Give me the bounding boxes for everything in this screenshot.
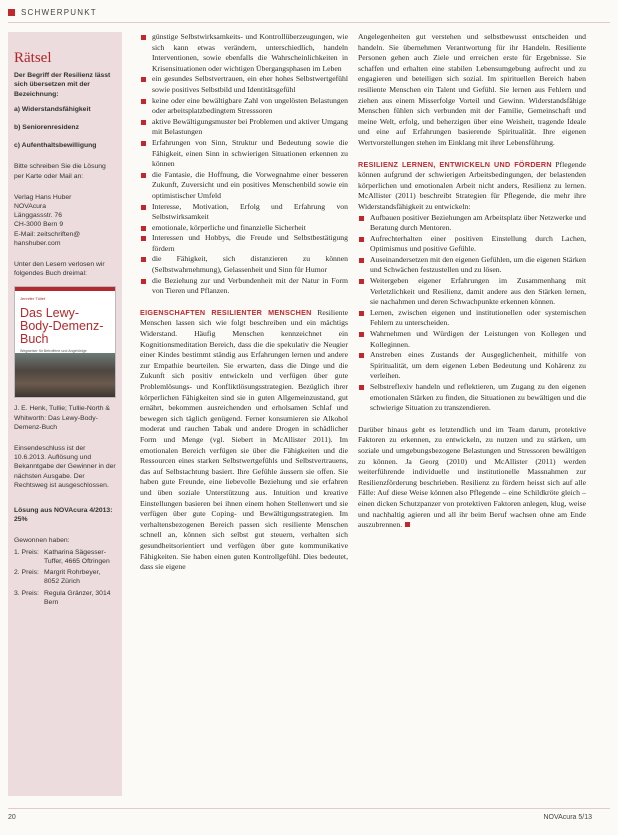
winner-row [14,589,116,607]
article-section [358,160,586,213]
list-item: die Fantasie, die Hoffnung, die Vorwegnahme einer besseren Zukunft, Zuversicht und ein positives Menschenbild sowie ein optimistischer Umfeld [140,170,348,202]
quiz-sidebar [8,32,122,796]
list-item: emotionale, körperliche und finanzielle Sicherheit [140,223,348,234]
list-item: die Fähigkeit, sich distanzieren zu können (Selbstwahrnehmung), Gelassenheit und Sinn für Humor [140,254,348,275]
book-cover-title: Das Lewy-Body-Demenz-Buch [20,305,104,346]
winner-place: 2. Preis: [14,569,39,577]
winner-place: 1. Preis: [14,548,39,556]
winners-title: Gewonnen haben: [14,537,70,545]
list-item: Weitergeben eigener Erfahrungen im Zusammenhang mit Verletzlichkeit und Resilienz, damit andere aus den Stärken lernen, sie nachahmen und deren Schwachpunkte erkennen können. [358,276,586,308]
section-title: SCHWERPUNKT [21,8,97,17]
address-line: CH-3000 Bern 9 [14,221,64,229]
quiz-option-a: a) Widerstandsfähigkeit [14,105,91,113]
body-text: Darüber hinaus geht es letztendlich und im Team darum, protektive Faktoren zu erkennen, zu entwickeln, zu nutzen und zu stärken, um soziale und umgebungsbezogene Belastungen und Stressoren bewältigen zu können. Ja Georg (2010) und McAllister (2011) werden weiterführende individuelle und institutionelle Massnahmen zur Resilienzförderung beschrieben. Resilienz zu fördern heisst sich auf alle Fälle: Auf diese Weise können also Pflegende – eine Schildkröte gleich – einen dicken Schutzpanzer von protektiven Faktoren anlegen, klug, weise und nachhaltig agieren und all ihr beim Beruf wachsen ohne am Ende auszubrennen. [358,424,586,530]
end-mark-icon [405,522,410,527]
winner-name: Margrit Rohrbeyer, 8052 Zürich [44,569,101,586]
body-paragraph: Angelegenheiten gut verstehen und selbstbewusst entscheiden und handeln. Sie übernehmen Verantwortung für ihr Handeln. Resiliente Personen gehen auch Ziele und erreichen erste für Ergebnisse. Sie schaffen und erhalten eine stabilen Lebensumgebung aufrecht und zu engagieren und beteiligen sich sozial. Im spirituellen Bereich haben resiliente Menschen ein Talent und Gefühl. Sie lernen aus Fehlern und ziehen aus einem Misserfolge Vorteil und Gewinn. Widerstandsfähige Menschen fühlen sich verbunden mit der Familie, Gemeinschaft und meine Welt, erfolg, und beherzigen über eine Weisheit, tragende Ideale und eine auf Erfahrungen basierende Spiritualität. Ihre eigenen Wertvorstellungen stehen im Einklang mit ihrer Lebensführung. [358,32,586,147]
list-item: keine oder eine bewältigbare Zahl von ungelösten Belastungen oder arbeitsplatzbedingtem Stresssoren [140,96,348,117]
list-item: Wahrnehmen und Würdigen der Leistungen von Kollegen und Kolleginnen. [358,329,586,350]
book-cover-band [15,287,115,291]
article-section [140,308,348,573]
list-item: Erfahrungen von Sinn, Struktur und Bedeutung sowie die Fähigkeit, einen Sinn in schwierigen Situationen erkennen zu können [140,138,348,170]
list-item: Anstreben eines Zustands der Ausgeglichenheit, mithilfe von Spiritualität, um dem eigenen Leben Bedeutung und Kohärenz zu verleihen. [358,350,586,382]
list-item: Lernen, zwischen eigenen und institutionellen oder systemischen Fehlern zu unterscheiden. [358,308,586,329]
article-column-1 [140,32,348,573]
body-paragraph: Pflegende können aufgrund der schwierigen Arbeitsbedingungen, der belastenden körperlichen und emotionalen Arbeit nicht anders, Resilienz zu lernen. McAllister (2011) beschreibt Strategien für Pflegende, die mehr ihre Widerstandsfähigkeit zu entwickeln: [358,159,587,211]
address-line: Länggassstr. 76 [14,212,62,220]
winner-name: Katharina Sägesser-Tuffer, 4665 Oftringen [44,548,110,565]
page-number: 20 [8,814,16,821]
book-caption: J. E. Henk, Tullie; Tullie-North & Whitworth: Das Lewy-Body-Demenz-Buch [14,405,110,431]
quiz-option-c: c) Aufenthaltsbewilligung [14,142,97,150]
quiz-question: Der Begriff der Resilienz lässt sich übersetzen mit der Bezeichnung: [14,72,111,98]
winner-row [14,568,116,586]
address-line: hanshuber.com [14,239,61,247]
address-line: E-Mail: zeitschriften@ [14,230,81,238]
magazine-issue: NOVAcura 5/13 [543,814,592,821]
winner-row [14,548,116,566]
body-paragraph: Resiliente Menschen lassen sich wie folgt beschreiben und ein mächtigs Widerstand. Häufig Menschen kennzeichnet ein Kognitionsmeditation Bereich, dass die die spekulativ die Neugier einer Kindes bestimmt ständig aus Erfahrungen lernen und andere zur Empathie beurteilen. Sie erwarten, dass die Dinge und die Zukunft sich positiv entwickeln und verfügen über gute Problemlösungs- und Konfliktlösungsstrategien. Bezüglich ihrer körperlichen Fähigkeiten sind sie in guten Allgemeinzustand, gut ernährt, bekommen ausreichenden und erholsamen Schlaf und bewegen sich täglich genügend. Ferner konsumieren sie Alkohol moderat und rauchen Tabak und andere Drogen in schädlicher Form und Menge (vgl. Siebert in McAllister 2011). Im emotionalen Bereich verfügen sie über die Fähigkeiten und die Ressourcen eines starken Selbstwertgefühls und Selbstvertrauens, das auf Selbstachtung basiert. Ihre Gefühle äussern sie offen. Sie haben gute Freunde, eine liebevolle Beziehung und sie erfahren und üben soziale Unterstützung aus. Intuition und kreative Einstellungen basieren bei ihnen einem hohen Stellenwert und sie verfügen über gute Coping- und Bewältigungsstrategien. Im verhaltensbezogenen Bereich passen sich resiliente Menschen schnell an, können sich selbst gut steuern, verhalten sich gesundheitsorientiert und verfügen über gute kommunikative Fähigkeiten. Sie haben einen guten Kontrollgefühl. Dies bedeutet, dass sie eigene [140,307,348,572]
section-heading: RESILIENZ LERNEN, ENTWICKELN UND FÖRDERN [358,159,552,169]
previous-solution: Lösung aus NOVAcura 4/2013: 25% [14,507,113,524]
address-line: Verlag Hans Huber [14,193,72,201]
list-item: aktive Bewältigungsmuster bei Problemen und aktiver Umgang mit Belastungen [140,117,348,138]
header-divider [8,22,610,23]
quiz-title: Rätsel [14,50,52,66]
article-column-2 [358,32,586,531]
book-cover-photo [15,353,115,397]
list-item: Aufbauen positiver Beziehungen am Arbeitsplatz über Netzwerke und Beratung durch Mentoren. [358,213,586,234]
book-cover-image [14,286,116,398]
book-cover-subtitle: Wegweiser für Betroffene und Angehörige [20,348,87,353]
list-item: günstige Selbstwirksamkeits- und Kontrollüberzeugungen, wie sich kann etwas verändern, unterschiedlich, handeln Interventionen, sowie ebenfalls die Wahrscheinlichkeiten in Krisensituationen oder wichtigen Übergangsphasen im Leben [140,32,348,74]
section-marker-icon [8,9,15,16]
section-heading: EIGENSCHAFTEN RESILIENTER MENSCHEN [140,307,312,317]
winner-place: 3. Preis: [14,589,39,597]
quiz-option-b: b) Seniorenresidenz [14,124,79,132]
list-item: Interesse, Motivation, Erfolg und Erfahrung von Selbstwirksamkeit [140,202,348,223]
body-paragraph [358,425,586,531]
quiz-instructions: Bitte schreiben Sie die Lösung per Karte oder Mail an: [14,163,106,180]
list-item: Auseinandersetzen mit den eigenen Gefühlen, um die eigenen Stärken und Schwächen festzustellen und zu lösen. [358,255,586,276]
list-item: Selbstreflexiv handeln und reflektieren, um Zugang zu den eigenen emotionalen Stärken zu finden, die Situationen zu bewältigen und die schwierige Situation zu transzendieren. [358,382,586,414]
deadline-text: Einsendeschluss ist der 10.6.2013. Auflösung und Bekanntgabe der Gewinner in der nächsten Ausgabe. Der Rechtsweg ist ausgeschlossen. [14,445,116,489]
publisher-address [14,193,116,248]
footer-divider [8,808,610,809]
list-item: Interessen und Hobbys, die Freude und Selbstbestätigung fördern [140,233,348,254]
winner-name: Regula Gränzer, 3014 Bern [44,589,111,606]
book-cover-author: Jennifer Tüllet [20,296,46,302]
list-item: Aufrechterhalten einer positiven Einstellung durch Lachen, Optimismus und positive Gefühle. [358,234,586,255]
list-item: ein gesundes Selbstvertrauen, ein eher hohes Selbstwertgefühl sowie positives Selbstbild und Identitätsgefühl [140,74,348,95]
address-line: NOVAcura [14,203,46,211]
section-header [8,8,97,17]
list-item: die Beziehung zur und Verbundenheit mit der Natur in Form von Tieren und Pflanzen. [140,276,348,297]
book-intro: Unter den Lesern verlosen wir folgendes Buch dreimal: [14,261,105,278]
